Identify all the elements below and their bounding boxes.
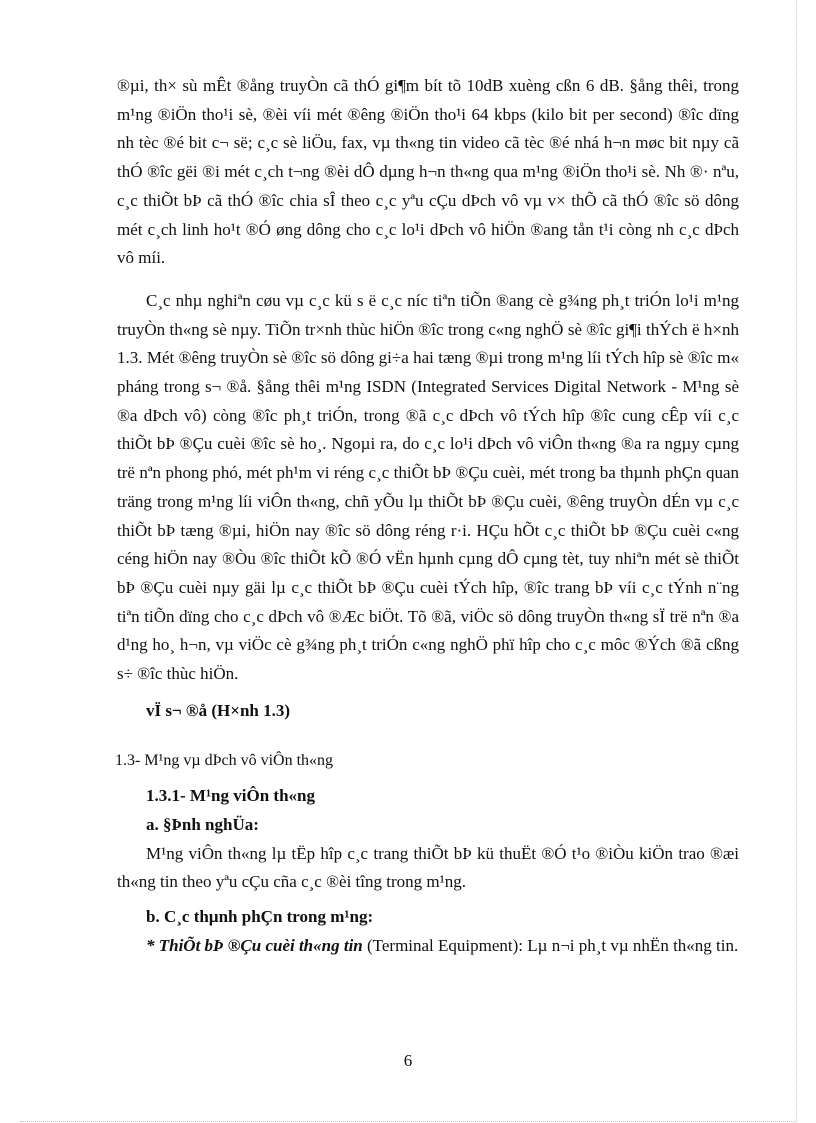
- page-bottom-border: [20, 1121, 796, 1122]
- page-right-border: [796, 0, 797, 1121]
- terminal-term: * ThiÕt bÞ ®Çu cuèi th«ng tin: [146, 935, 363, 955]
- terminal-equipment-paragraph: [117, 932, 739, 961]
- definition-text: M¹ng viÔn th«ng lµ tËp hîp c¸c trang thiÕt bÞ kü thuËt ®Ó t¹o ®iÒu kiÖn trao ®æi th«ng tin theo yªu cÇu cña c¸c ®èi tîng trong m¹ng.: [117, 843, 739, 892]
- subsection-heading: 1.3.1- M¹ng viÔn th«ng: [146, 786, 315, 806]
- section-heading: 1.3- M¹ng vµ dÞch vô viÔn th«ng: [115, 752, 334, 770]
- page-number: 6: [403, 1051, 413, 1070]
- components-heading: b. C¸c thµnh phÇn trong m¹ng:: [146, 906, 374, 926]
- figure-caption: vÏ s¬ ®å (H×nh 1.3): [146, 700, 291, 720]
- paragraph-2: C¸c nhµ nghiªn cøu vµ c¸c kü s ë c¸c níc tiªn tiÕn ®ang cè g¾ng ph¸t triÓn lo¹i m¹ng truyÒn th«ng sè nµy. TiÕn tr×nh thùc hiÖn ®îc trong c«ng nghÖ sè ®îc gi¶i thÝch ë h×nh 1.3. Mét ®êng truyÒn sè ®îc sö dông gi÷a hai tæng ®µi trong m¹ng líi tÝch hîp sè ®îc m« pháng trong s¬ ®å. §ång thêi m¹ng ISDN (Integrated Services Digital Network - M¹ng sè ®a dÞch vô) còng ®îc ph¸t triÓn, trong ®ã c¸c dÞch vô tÝch hîp ®îc cung cÊp víi c¸c thiÕt bÞ ®Çu cuèi ®îc sè ho¸. Ngoµi ra, do c¸c lo¹i dÞch vô viÔn th«ng ®a ra ngµy cµng trë nªn phong phó, mét ph¹m vi réng c¸c thiÕt bÞ ®Çu cuèi, mét trong ba thµnh phÇn quan träng trong m¹ng líi viÔn th«ng, chñ yÕu lµ thiÕt bÞ ®Çu cuèi, ®êng truyÒn dÉn vµ c¸c thiÕt bÞ tæng ®µi, hiÖn nay ®îc sö dông réng r·i. HÇu hÕt c¸c thiÕt bÞ ®Çu cuèi c«ng céng hiÖn nay ®Òu ®îc thiÕt kÕ ®Ó vËn hµnh cµng dÔ cµng tèt, tuy nhiªn mét sè thiÕt bÞ ®Çu cuèi nµy gäi lµ c¸c thiÕt bÞ ®Çu cuèi tÝch hîp, ®îc trang bÞ víi c¸c tÝnh n¨ng tiªn tiÕn dïng cho c¸c dÞch vô ®Æc biÖt. Tõ ®ã, viÖc sö dông truyÒn th«ng sÏ trë nªn ®a d¹ng ho¸ h¬n, vµ viÖc cè g¾ng ph¸t triÓn c«ng nghÖ phï hîp cho c¸c môc ®Ých ®ã cßng s÷ ®îc thùc hiÖn.: [117, 290, 739, 684]
- document-body: [117, 72, 739, 960]
- definition-heading: a. §Þnh nghÜa:: [146, 814, 259, 834]
- terminal-desc: (Terminal Equipment): Lµ n¬i ph¸t vµ nhËn th«ng tin.: [362, 935, 739, 955]
- paragraph-1: ®µi, th× sù mÊt ®ång truyÒn cã thÓ gi¶m bít tõ 10dB xuèng cßn 6 dB. §ång thêi, trong m¹ng ®iÖn tho¹i sè, ®èi víi mét ®êng ®iÖn tho¹i 64 kbps (kilo bit per second) ®îc dïng nh tèc ®é bit c¬ së; c¸c sè liÖu, fax, vµ th«ng tin video cã tèc ®é nhá h¬n møc bit nµy cã thÓ ®îc gëi ®i mét c¸ch t¬ng ®èi dÔ dµng h¬n th«ng qua m¹ng ®iÖn tho¹i sè. Nh ®· nªu, c¸c thiÕt bÞ cã thÓ ®îc chia sÎ theo c¸c yªu cÇu dÞch vô vµ v× thÕ cã thÓ ®îc sö dông mét c¸ch linh ho¹t ®Ó øng dông cho c¸c lo¹i dÞch vô hiÖn ®ang tån t¹i còng nh c¸c dÞch vô míi.: [117, 76, 739, 268]
